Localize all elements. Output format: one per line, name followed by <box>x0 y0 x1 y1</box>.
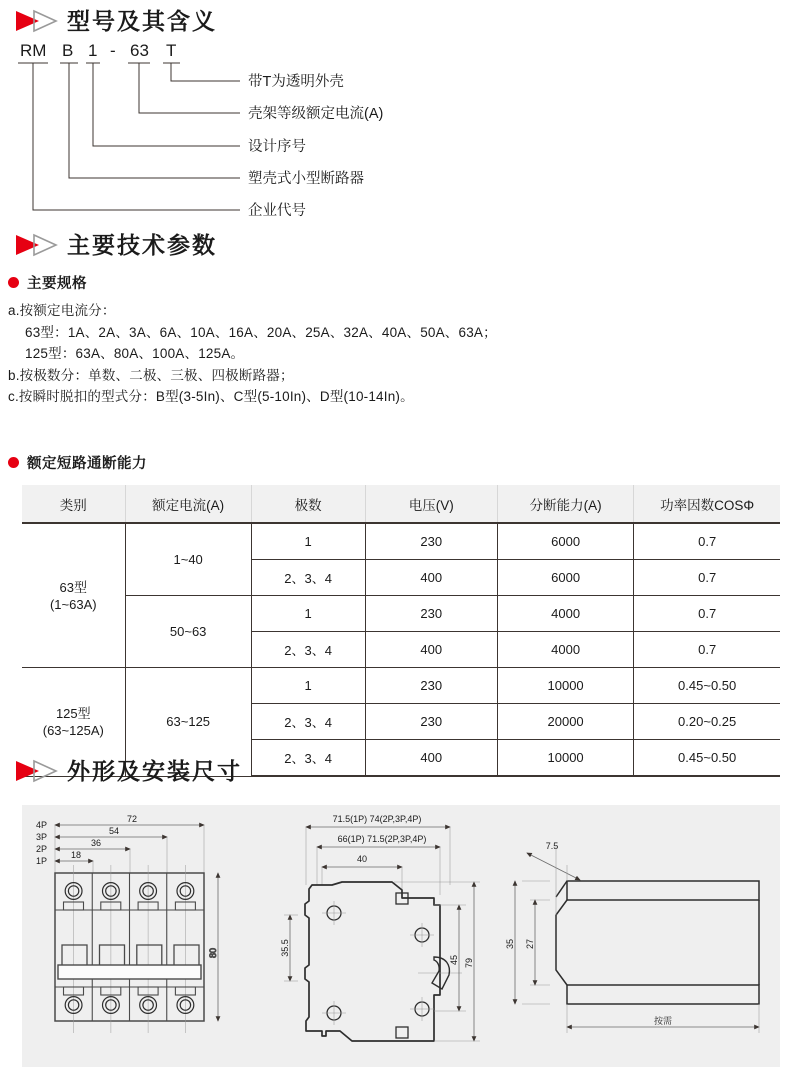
cell-voltage: 400 <box>365 560 497 596</box>
section-marker-triangles <box>14 8 58 34</box>
cell-cos: 0.7 <box>634 560 780 596</box>
section-header-dimensions <box>14 758 242 784</box>
cell-current: 63~125 <box>125 668 251 777</box>
section-marker-triangles <box>14 232 58 258</box>
cell-cos: 0.7 <box>634 632 780 668</box>
side-depth-dim-inner: 40 <box>356 854 368 864</box>
section-title-model: 型号及其含义 <box>67 7 217 34</box>
cell-poles: 1 <box>251 596 365 632</box>
cell-capacity: 10000 <box>497 668 633 704</box>
cell-capacity: 10000 <box>497 740 633 777</box>
front-width-dim-18: 18 <box>70 850 82 860</box>
cell-cos: 0.20~0.25 <box>634 704 780 740</box>
column-header-capacity: 分断能力(A) <box>497 485 633 523</box>
breaking-capacity-table <box>22 485 780 777</box>
column-header-voltage: 电压(V) <box>365 485 497 523</box>
cell-capacity: 20000 <box>497 704 633 740</box>
front-width-dim-54: 54 <box>108 826 120 836</box>
side-view-drawing <box>280 814 480 1041</box>
cell-voltage: 230 <box>365 596 497 632</box>
main-spec-block <box>8 272 708 408</box>
breaking-capacity-heading <box>8 452 147 473</box>
spec-line: 63型：1A、2A、3A、6A、10A、16A、20A、25A、32A、40A、50A、63A； <box>25 324 497 340</box>
main-spec-heading-text: 主要规格 <box>27 276 87 292</box>
section-marker-triangles <box>14 758 58 784</box>
table-body <box>22 523 780 776</box>
column-header-current: 额定电流(A) <box>125 485 251 523</box>
table-row <box>22 596 780 632</box>
cell-voltage: 230 <box>365 704 497 740</box>
cell-current: 1~40 <box>125 523 251 596</box>
cell-poles: 2、3、4 <box>251 560 365 596</box>
front-pole-label-2p: 2P <box>36 844 48 854</box>
column-header-category: 类别 <box>22 485 125 523</box>
front-width-dim-72: 72 <box>126 814 138 824</box>
side-depth-dim-top: 71.5(1P) 74(2P,3P,4P) <box>332 814 422 824</box>
side-height-inner-45: 45 <box>449 954 459 966</box>
model-part-rm: RM <box>20 41 47 60</box>
model-part-t: T <box>166 41 177 60</box>
model-part-dash: - <box>110 41 116 60</box>
cell-cos: 0.45~0.50 <box>634 740 780 777</box>
rail-height-outer-35: 35 <box>505 938 515 950</box>
spec-line: 125型：63A、80A、100A、125A。 <box>25 346 245 361</box>
cell-capacity: 6000 <box>497 560 633 596</box>
front-pole-label-3p: 3P <box>36 832 48 842</box>
cell-cos: 0.7 <box>634 596 780 632</box>
section-title-dimensions: 外形及安装尺寸 <box>67 757 242 784</box>
rail-flange-dim-7-5: 7.5 <box>545 841 559 851</box>
model-part-b: B <box>62 41 74 60</box>
front-pole-label-4p: 4P <box>36 820 48 830</box>
front-pole-label-1p: 1P <box>36 856 48 866</box>
front-height-dim-80: 80 <box>208 947 218 959</box>
model-part-1: 1 <box>88 41 98 60</box>
cell-category: 63型 (1~63A) <box>22 523 125 668</box>
cell-capacity: 4000 <box>497 632 633 668</box>
main-spec-lines <box>8 300 708 408</box>
cell-voltage: 400 <box>365 632 497 668</box>
spec-line: c.按瞬时脱扣的型式分：B型(3-5In)、C型(5-10In)、D型(10-14In)。 <box>8 389 414 404</box>
side-height-left-35-5: 35.5 <box>280 939 290 957</box>
side-height-outer-79: 79 <box>464 957 474 969</box>
cell-category: 125型 (63~125A) <box>22 668 125 777</box>
cell-voltage: 400 <box>365 740 497 777</box>
cell-capacity: 4000 <box>497 596 633 632</box>
table-row <box>22 523 780 560</box>
dimension-drawings-panel <box>22 805 780 1067</box>
model-designation-diagram <box>0 36 540 226</box>
table-row <box>22 668 780 704</box>
table-header-row <box>22 485 780 523</box>
cell-voltage: 230 <box>365 523 497 560</box>
model-callout-label-0: 带T为透明外壳 <box>248 74 344 90</box>
bullet-dot-icon <box>8 277 19 288</box>
model-part-63: 63 <box>130 41 149 60</box>
cell-capacity: 6000 <box>497 523 633 560</box>
rail-view-drawing <box>505 841 759 1033</box>
column-header-poles: 极数 <box>251 485 365 523</box>
section-header-model <box>14 8 217 34</box>
cell-poles: 2、3、4 <box>251 704 365 740</box>
bullet-dot-icon <box>8 457 19 468</box>
model-callout-label-3: 塑壳式小型断路器 <box>248 171 364 187</box>
cell-cos: 0.45~0.50 <box>634 668 780 704</box>
section-title-params: 主要技术参数 <box>67 231 217 258</box>
breaking-capacity-heading-text: 额定短路通断能力 <box>27 456 147 472</box>
spec-line: b.按极数分：单数、二极、三极、四极断路器； <box>8 367 294 383</box>
front-width-dim-36: 36 <box>90 838 102 848</box>
cell-poles: 2、3、4 <box>251 740 365 777</box>
table-header <box>22 485 780 523</box>
model-callout-label-2: 设计序号 <box>248 139 306 155</box>
model-callout-label-4: 企业代号 <box>248 203 306 219</box>
front-view-drawing <box>36 814 218 1033</box>
section-header-params <box>14 232 217 258</box>
main-spec-heading <box>8 272 708 293</box>
rail-height-inner-27: 27 <box>525 938 535 950</box>
column-header-cos: 功率因数COSΦ <box>634 485 780 523</box>
cell-voltage: 230 <box>365 668 497 704</box>
rail-length-label: 按需 <box>653 1016 673 1026</box>
cell-poles: 2、3、4 <box>251 632 365 668</box>
spec-line: a.按额定电流分： <box>8 303 116 318</box>
cell-current: 50~63 <box>125 596 251 668</box>
cell-poles: 1 <box>251 668 365 704</box>
model-callout-label-1: 壳架等级额定电流(A) <box>248 106 384 122</box>
cell-cos: 0.7 <box>634 523 780 560</box>
side-depth-dim-mid: 66(1P) 71.5(2P,3P,4P) <box>337 834 427 844</box>
cell-poles: 1 <box>251 523 365 560</box>
